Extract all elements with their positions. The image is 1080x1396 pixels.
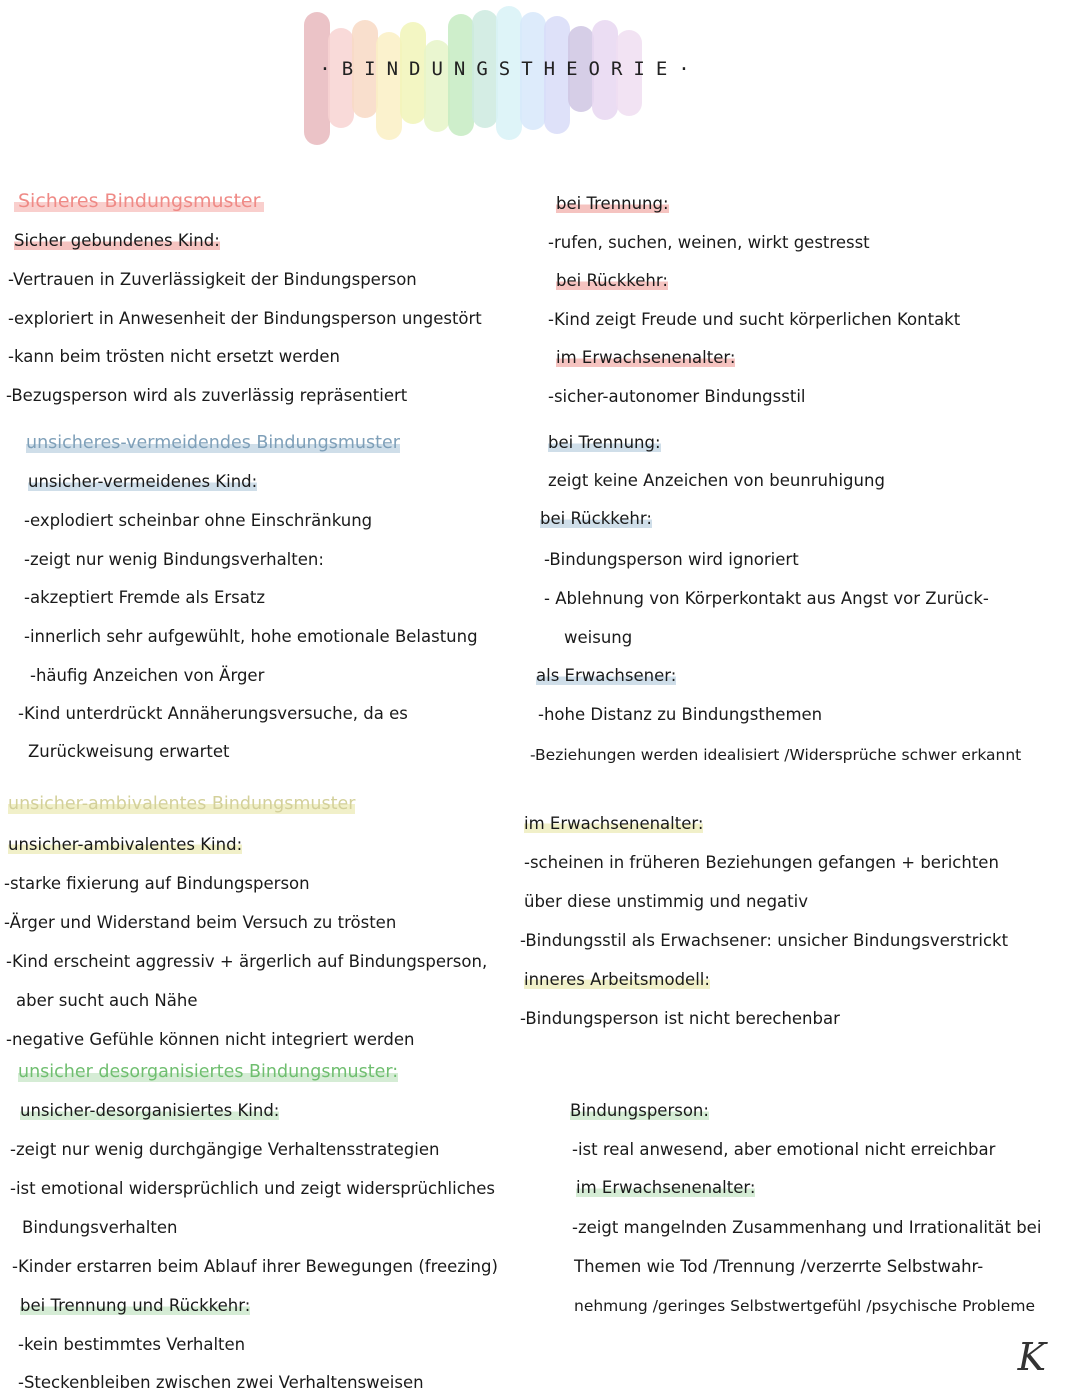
list-item: -explodiert scheinbar ohne Einschränkung <box>24 511 373 530</box>
signature: K <box>1017 1335 1046 1379</box>
list-item: -exploriert in Anwesenheit der Bindungsperson ungestört <box>8 309 482 328</box>
list-item: -zeigt nur wenig durchgängige Verhaltensstrategien <box>10 1140 440 1159</box>
sub-desorganisiert-2: bei Trennung und Rückkehr: <box>20 1296 251 1315</box>
list-item: -zeigt nur wenig Bindungsverhalten: <box>24 550 324 569</box>
list-item: -Kind unterdrückt Annäherungsversuche, da es <box>18 704 408 723</box>
list-item: weisung <box>564 628 633 647</box>
label-erwachsen: als Erwachsener: <box>536 666 677 685</box>
list-item: -Bindungsstil als Erwachsener: unsicher Bindungsverstrickt <box>520 931 1009 950</box>
list-item: -Kind zeigt Freude und sucht körperlichen Kontakt <box>548 310 961 329</box>
list-item: -zeigt mangelnden Zusammenhang und Irrationalität bei <box>572 1218 1042 1237</box>
list-item: -Vertrauen in Zuverlässigkeit der Bindungsperson <box>8 270 417 289</box>
list-item: -ist real anwesend, aber emotional nicht erreichbar <box>572 1140 996 1159</box>
list-item: -kein bestimmtes Verhalten <box>18 1335 246 1354</box>
list-item: -Bezugsperson wird als zuverlässig repräsentiert <box>6 386 408 405</box>
list-item: - Ablehnung von Körperkontakt aus Angst vor Zurück- <box>544 589 989 608</box>
heading-sicher: Sicheres Bindungsmuster <box>14 190 264 212</box>
title-stripe <box>376 32 402 140</box>
list-item: -hohe Distanz zu Bindungsthemen <box>538 705 823 724</box>
list-item: -sicher-autonomer Bindungsstil <box>548 387 806 406</box>
label-trennung: bei Trennung: <box>548 433 661 452</box>
list-item: nehmung /geringes Selbstwertgefühl /psychische Probleme <box>574 1297 1035 1315</box>
list-item: -Bindungsperson wird ignoriert <box>544 550 799 569</box>
list-item: -Ärger und Widerstand beim Versuch zu trösten <box>4 913 397 932</box>
list-item: -häufig Anzeichen von Ärger <box>30 666 265 685</box>
heading-ambivalent: unsicher-ambivalentes Bindungsmuster <box>8 794 356 814</box>
list-item: -kann beim trösten nicht ersetzt werden <box>8 347 340 366</box>
list-item: -scheinen in früheren Beziehungen gefangen + berichten <box>524 853 999 872</box>
list-item: -Bindungsperson ist nicht berechenbar <box>520 1009 840 1028</box>
list-item: -akzeptiert Fremde als Ersatz <box>24 588 265 607</box>
sub-ambivalent: unsicher-ambivalentes Kind: <box>8 835 243 854</box>
label-trennung: bei Trennung: <box>556 194 669 213</box>
heading-vermeidend: unsicheres-vermeidendes Bindungsmuster <box>26 433 400 453</box>
list-item: -Steckenbleiben zwischen zwei Verhaltensweisen <box>18 1373 424 1392</box>
sub-desorganisiert: unsicher-desorganisiertes Kind: <box>20 1101 280 1120</box>
title-stripe <box>424 40 450 132</box>
label-erwachsen: im Erwachsenenalter: <box>556 348 736 367</box>
list-item: aber sucht auch Nähe <box>16 991 198 1010</box>
sub-vermeidend: unsicher-vermeidenes Kind: <box>28 472 258 491</box>
list-item: -rufen, suchen, weinen, wirkt gestresst <box>548 233 870 252</box>
list-item: Bindungsverhalten <box>22 1218 178 1237</box>
list-item: -Kind erscheint aggressiv + ärgerlich auf Bindungsperson, <box>6 952 488 971</box>
heading-desorganisiert: unsicher desorganisiertes Bindungsmuster: <box>18 1062 399 1082</box>
list-item: zeigt keine Anzeichen von beunruhigung <box>548 471 885 490</box>
label-bindungsperson: Bindungsperson: <box>570 1101 709 1120</box>
list-item: Zurückweisung erwartet <box>28 742 230 761</box>
page-title: ·BINDUNGSTHEORIE· <box>319 58 701 80</box>
list-item: -innerlich sehr aufgewühlt, hohe emotionale Belastung <box>24 627 478 646</box>
sub-sicher: Sicher gebundenes Kind: <box>14 231 220 250</box>
list-item: Themen wie Tod /Trennung /verzerrte Selbstwahr- <box>574 1257 984 1276</box>
list-item: -negative Gefühle können nicht integriert werden <box>6 1030 415 1049</box>
label-rueckkehr: bei Rückkehr: <box>556 271 668 290</box>
list-item: -Kinder erstarren beim Ablauf ihrer Bewegungen (freezing) <box>12 1257 498 1276</box>
list-item: -Beziehungen werden idealisiert /Widersprüche schwer erkannt <box>530 746 1022 764</box>
list-item: über diese unstimmig und negativ <box>524 892 808 911</box>
list-item: -ist emotional widersprüchlich und zeigt widersprüchliches <box>10 1179 495 1198</box>
label-rueckkehr: bei Rückkehr: <box>540 509 652 528</box>
label-modell: inneres Arbeitsmodell: <box>524 970 710 989</box>
label-erwachsen: im Erwachsenenalter: <box>576 1178 756 1197</box>
title-stripes <box>0 0 1080 160</box>
list-item: -starke fixierung auf Bindungsperson <box>4 874 310 893</box>
label-erwachsen: im Erwachsenenalter: <box>524 814 704 833</box>
